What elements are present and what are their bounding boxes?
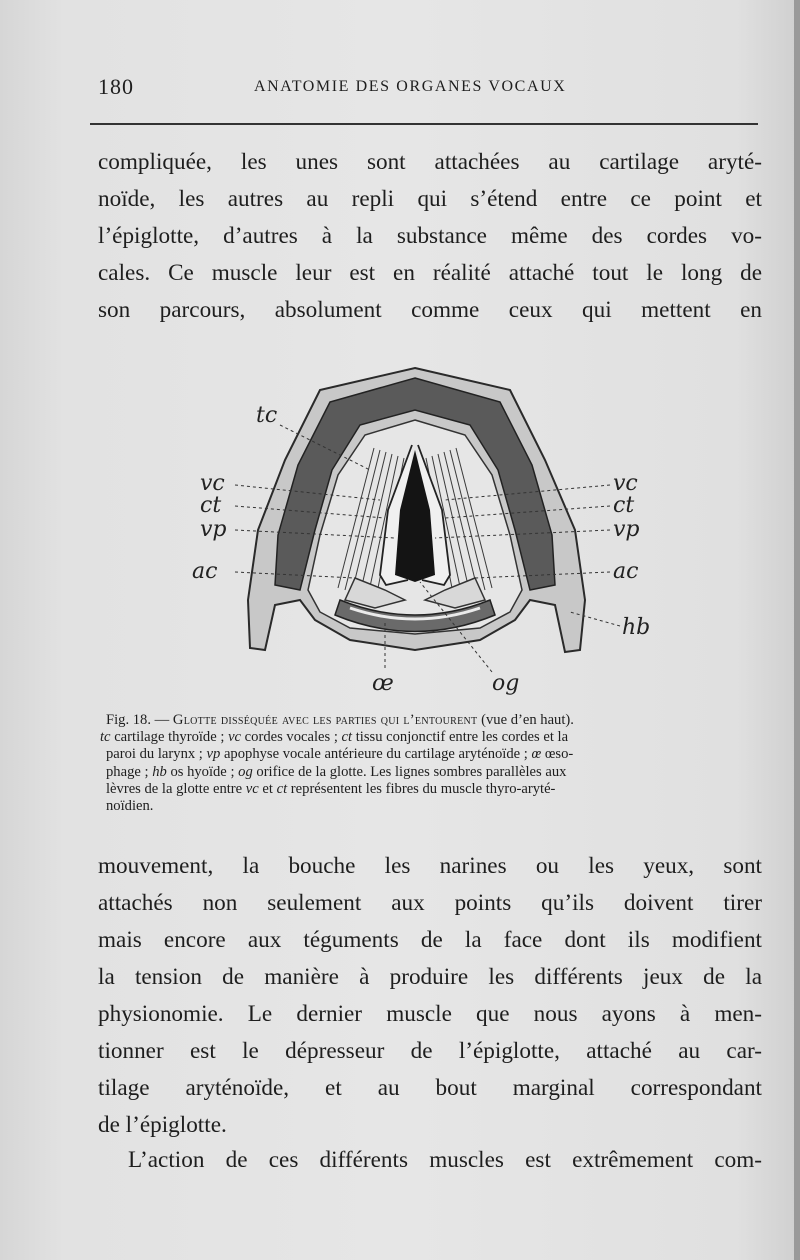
text-line: noïde, les autres au repli qui s’étend entre ce point et [98, 186, 762, 212]
header-rule [90, 123, 758, 125]
label-vp-left: vp [200, 517, 227, 542]
text-line: tionner est le dépresseur de l’épiglotte, attaché au car- [98, 1038, 762, 1064]
caption-line-4 [100, 764, 764, 781]
caption-abbr: ct [276, 780, 288, 797]
caption-title-suffix: (vue d’en haut). [481, 712, 574, 728]
glottis-figure [180, 350, 650, 710]
caption-text: paroi du larynx ; [106, 746, 207, 763]
caption-text: os hyoïde ; [166, 763, 239, 780]
caption-abbr: vc [228, 729, 242, 746]
caption-title: Glotte disséquée avec les parties qui l’entourent [172, 712, 478, 728]
caption-text: phage ; [106, 763, 153, 780]
label-ac-left: ac [192, 559, 218, 584]
text-line: mouvement, la bouche les narines ou les yeux, sont [98, 853, 762, 879]
text-line: la tension de manière à produire les différents jeux de la [98, 964, 762, 990]
label-ct-right: ct [613, 493, 635, 518]
caption-text: cartilage thyroïde ; [110, 729, 229, 746]
caption-line-5 [100, 781, 764, 798]
caption-abbr: hb [152, 763, 167, 780]
label-oe: œ [372, 671, 394, 696]
page-number: 180 [98, 74, 134, 99]
caption-abbr: og [238, 763, 253, 780]
caption-line-1 [100, 712, 764, 729]
label-og: og [492, 671, 520, 696]
caption-text: apophyse vocale antérieure du cartilage aryténoïde ; [220, 746, 532, 763]
caption-abbr: œ [531, 746, 542, 763]
text-line: L’action de ces différents muscles est extrêmement com- [128, 1147, 762, 1173]
caption-line-2 [100, 729, 764, 746]
text-line: physionomie. Le dernier muscle que nous ayons à men- [98, 1001, 762, 1027]
glottis-illustration [180, 350, 650, 710]
label-vc-left: vc [200, 471, 225, 496]
running-title: ANATOMIE DES ORGANES VOCAUX [254, 78, 567, 95]
figure-caption [100, 712, 764, 815]
label-hb: hb [622, 615, 650, 640]
text-line: tilage aryténoïde, et au bout marginal correspondant [98, 1075, 762, 1101]
text-line: l’épiglotte, d’autres à la substance même des cordes vo- [98, 223, 762, 249]
paragraph-bottom [98, 848, 762, 1144]
caption-text: tissu conjonctif entre les cordes et la [352, 729, 569, 746]
text-line: de l’épiglotte. [98, 1112, 227, 1138]
label-tc: tc [256, 403, 278, 428]
label-ac-right: ac [613, 559, 639, 584]
text-line: cales. Ce muscle leur est en réalité attaché tout le long de [98, 260, 762, 286]
text-line: attachés non seulement aux points qu’ils doivent tirer [98, 890, 762, 916]
text-line: mais encore aux téguments de la face dont ils modifient [98, 927, 762, 953]
caption-abbr: vp [206, 746, 221, 763]
caption-text: représentent les fibres du muscle thyro-aryté- [287, 780, 556, 797]
caption-text: et [258, 780, 277, 797]
caption-text: cordes vocales ; [241, 729, 342, 746]
label-vp-right: vp [613, 517, 640, 542]
caption-line-6: noïdien. [106, 798, 154, 815]
label-ct-left: ct [200, 493, 222, 518]
caption-abbr: tc [100, 729, 111, 746]
label-vc-right: vc [613, 471, 638, 496]
paragraph-final [98, 1142, 762, 1179]
caption-abbr: ct [341, 729, 353, 746]
running-head [98, 72, 758, 106]
caption-text: orifice de la glotte. Les lignes sombres parallèles aux [252, 763, 567, 780]
text-line: son parcours, absolument comme ceux qui mettent en [98, 297, 762, 323]
caption-text: œso- [541, 746, 574, 763]
text-line: compliquée, les unes sont attachées au cartilage aryté- [98, 149, 762, 175]
paragraph-top [98, 144, 762, 329]
caption-line-3 [100, 746, 764, 763]
caption-text: lèvres de la glotte entre [106, 780, 246, 797]
caption-fig-number: Fig. 18. — [106, 712, 170, 728]
page-edge-shadow [794, 0, 800, 1260]
caption-abbr: vc [245, 780, 259, 797]
